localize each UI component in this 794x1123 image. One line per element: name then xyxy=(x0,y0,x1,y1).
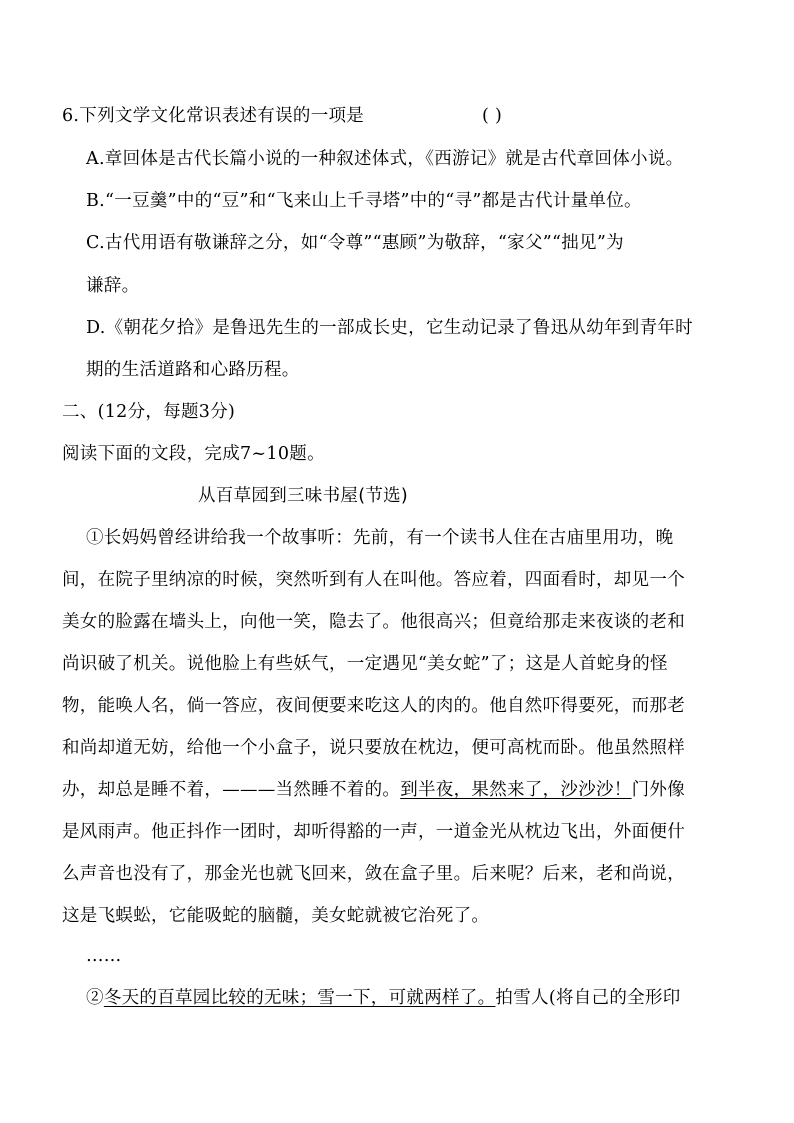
option-d-continuation: 期的生活道路和心路历程。 xyxy=(86,360,300,380)
passage-line: 物，能唤人名，倘一答应，夜间便要来吃这人的肉的。他自然吓得要死，而那老 xyxy=(62,696,685,716)
passage-line: 这是飞蜈蚣，它能吸蛇的脑髓，美女蛇就被它治死了。 xyxy=(62,906,490,926)
option-c: C.古代用语有敬谦辞之分，如“令尊”“惠顾”为敬辞，“家父”“拙见”为 xyxy=(86,233,624,253)
passage-line: 是风雨声。他正抖作一团时，却听得豁的一声，一道金光从枕边飞出，外面便什 xyxy=(62,822,685,842)
passage-line: ②冬天的百草园比较的无味；雪一下，可就两样了。拍雪人(将自己的全形印 xyxy=(86,988,681,1008)
option-b: B.“一豆羹”中的“豆”和“飞来山上千寻塔”中的“寻”都是古代计量单位。 xyxy=(86,191,642,211)
passage-title: 从百草园到三味书屋(节选) xyxy=(198,486,409,506)
question-stem: 6.下列文学文化常识表述有误的一项是 xyxy=(62,106,365,126)
passage-line: 办，却总是睡不着，———当然睡不着的。到半夜，果然来了，沙沙沙！门外像 xyxy=(62,780,686,800)
section-instruction: 阅读下面的文段，完成7~10题。 xyxy=(62,444,325,464)
passage-line: 和尚却道无妨，给他一个小盒子，说只要放在枕边，便可高枕而卧。他虽然照样 xyxy=(62,738,685,758)
passage-line: 尚识破了机关。说他脸上有些妖气，一定遇见“美女蛇”了；这是人首蛇身的怪 xyxy=(62,654,668,674)
answer-parentheses: ( ) xyxy=(482,106,503,126)
section-heading: 二、(12分，每题3分) xyxy=(62,402,236,422)
option-c-continuation: 谦辞。 xyxy=(86,276,140,296)
option-d: D.《朝花夕拾》是鲁迅先生的一部成长史，它生动记录了鲁迅从幼年到青年时 xyxy=(86,318,693,338)
passage-line: 美女的脸露在墙头上，向他一笑，隐去了。他很高兴；但竟给那走来夜谈的老和 xyxy=(62,612,685,632)
underlined-sentence: 冬天的百草园比较的无味；雪一下，可就两样了。 xyxy=(103,988,496,1008)
option-a: A.章回体是古代长篇小说的一种叙述体式，《西游记》就是古代章回体小说。 xyxy=(86,149,684,169)
passage-line: 间，在院子里纳凉的时候，突然听到有人在叫他。答应着，四面看时，却见一个 xyxy=(62,570,685,590)
ellipsis: …… xyxy=(86,946,122,966)
passage-line: 么声音也没有了，那金光也就飞回来，敛在盒子里。后来呢？后来，老和尚说， xyxy=(62,864,685,884)
underlined-sentence: 到半夜，果然来了，沙沙沙！ xyxy=(400,780,632,800)
passage-line: ①长妈妈曾经讲给我一个故事听：先前，有一个读书人住在古庙里用功，晚 xyxy=(86,528,674,548)
